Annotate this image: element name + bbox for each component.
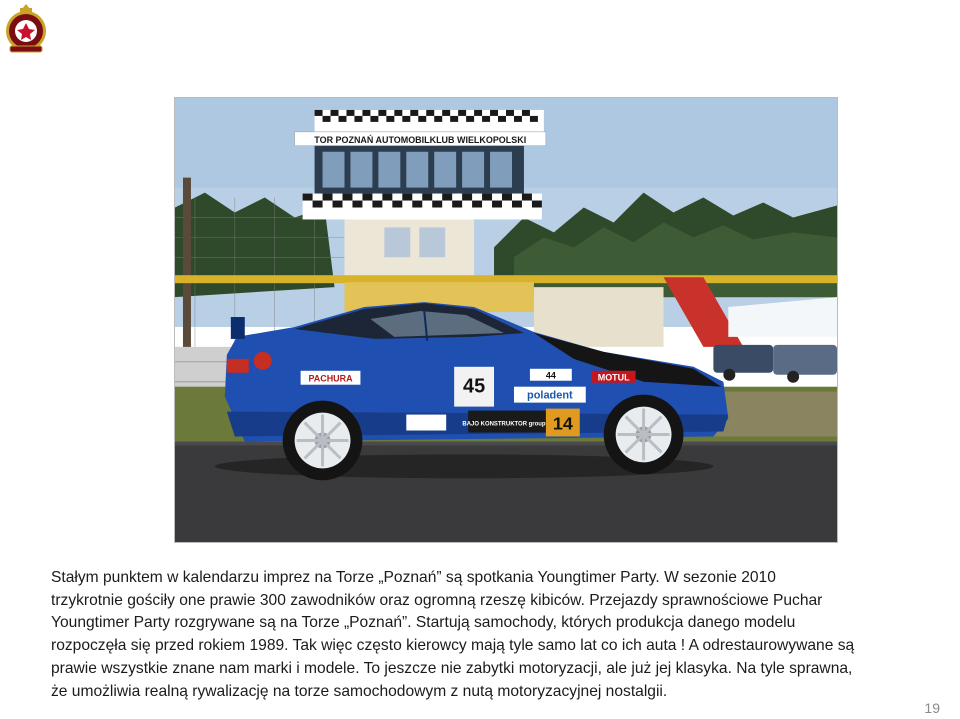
page-number: 19	[924, 700, 940, 716]
sponsor-poladent: poladent	[527, 389, 573, 402]
paragraph-line: Stałym punktem w kalendarzu imprez na Torze „Poznań” są spotkania Youngtimer Party. W sezonie 2010	[51, 569, 776, 586]
tower-sign: TOR POZNAŃ AUTOMOBILKLUB WIELKOPOLSKI	[314, 134, 527, 145]
automobile-club-emblem-icon	[4, 2, 48, 54]
race-car-photo	[174, 97, 838, 543]
car-number: 45	[463, 375, 486, 398]
sponsor-bottom: BAJO KONSTRUKTOR group	[462, 421, 546, 428]
paragraph-line: Youngtimer Party rozgrywane są na Torze „Poznań”. Startują samochody, których produkcja danego modelu	[51, 614, 796, 632]
paragraph-line: rozpoczęła się przed rokiem 1989. Tak więc często kierowcy mają tyle samo lat co ich auta ! A odrestaurowywane są	[51, 637, 855, 655]
side-number: 14	[552, 413, 573, 434]
door-number: 44	[545, 370, 556, 381]
paragraph-line: że umożliwia realną rywalizację na torze samochodowym z nutą motoryzacyjnej nostalgii.	[51, 682, 668, 700]
paragraph-line: trzykrotnie gościły one prawie 300 zawodników oraz ogromną rzeszę kibiców. Przejazdy sprawnościowe Puchar	[51, 591, 823, 609]
paragraph-line: prawie wszystkie znane nam marki i modele. To jeszcze nie zabytki motoryzacji, ale już jej klasyka. Na tyle sprawna,	[51, 659, 853, 677]
sponsor-motul: MOTUL	[597, 372, 630, 383]
body-paragraph	[51, 567, 951, 703]
sponsor-pachura: PACHURA	[308, 373, 353, 384]
